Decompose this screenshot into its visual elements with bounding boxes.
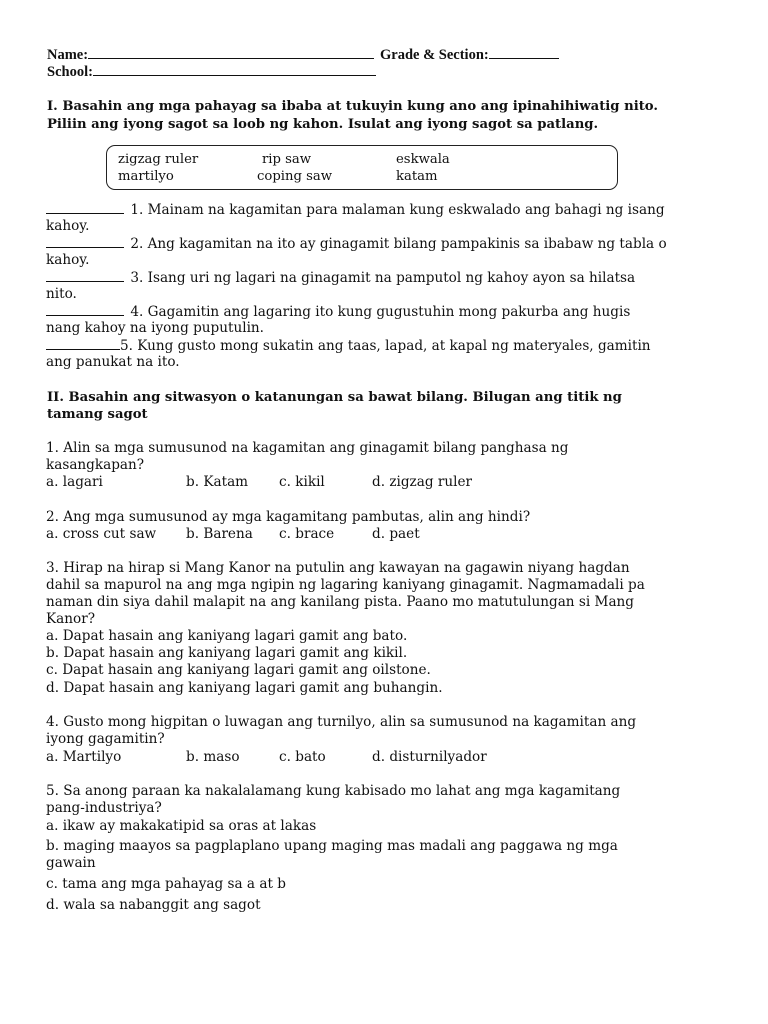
q3-choice-d[interactable]: d. Dapat hasain ang kaniyang lagari gamit ang buhangin. <box>46 680 443 696</box>
item3-line2: nito. <box>46 286 77 302</box>
answer-blank-5[interactable] <box>46 337 120 350</box>
school-blank[interactable] <box>93 62 376 76</box>
item4-line2: nang kahoy na iyong puputulin. <box>46 320 264 336</box>
q3-line2: dahil sa mapurol na ang mga ngipin ng lagaring kaniyang ginagamit. Nagmamadali pa <box>46 577 645 593</box>
q1-line1: 1. Alin sa mga sumusunod na kagamitan ang ginagamit bilang panghasa ng <box>46 440 569 456</box>
q2-choice-c[interactable]: c. brace <box>279 526 335 542</box>
section1-instruction-line1: I. Basahin ang mga pahayag sa ibaba at tukuyin kung ano ang ipinahihiwatig nito. <box>47 99 658 114</box>
q3-choice-c[interactable]: c. Dapat hasain ang kaniyang lagari gamit ang oilstone. <box>46 662 431 678</box>
word-katam: katam <box>396 169 438 184</box>
q1-choice-d[interactable]: d. zigzag ruler <box>372 474 472 490</box>
name-blank[interactable] <box>88 45 374 59</box>
school-row <box>47 62 376 81</box>
q4-choice-b[interactable]: b. maso <box>186 749 240 765</box>
q3-choice-b[interactable]: b. Dapat hasain ang kaniyang lagari gamit ang kikil. <box>46 645 408 661</box>
q3-choice-a[interactable]: a. Dapat hasain ang kaniyang lagari gamit ang bato. <box>46 628 408 644</box>
item5-line2: ang panukat na ito. <box>46 354 180 370</box>
word-coping-saw: coping saw <box>257 169 333 184</box>
item1-line1: 1. Mainam na kagamitan para malaman kung eskwalado ang bahagi ng isang <box>46 201 665 219</box>
q5-choice-c[interactable]: c. tama ang mga pahayag sa a at b <box>46 876 286 892</box>
grade-section-blank[interactable] <box>489 45 559 59</box>
word-box <box>106 145 618 190</box>
word-eskwala: eskwala <box>396 152 450 167</box>
q2-choice-b[interactable]: b. Barena <box>186 526 253 542</box>
answer-blank-4[interactable] <box>46 303 124 316</box>
q2-choice-d[interactable]: d. paet <box>372 526 420 542</box>
section2-instruction-line2: tamang sagot <box>47 407 148 422</box>
word-martilyo: martilyo <box>118 169 174 184</box>
school-label: School: <box>47 64 93 80</box>
q5-choice-d[interactable]: d. wala sa nabanggit ang sagot <box>46 897 261 913</box>
q3-line1: 3. Hirap na hirap si Mang Kanor na putulin ang kawayan na gagawin niyang hagdan <box>46 560 630 576</box>
word-zigzag-ruler: zigzag ruler <box>118 152 199 167</box>
q4-choice-d[interactable]: d. disturnilyador <box>372 749 487 765</box>
section1-instruction-line2: Piliin ang iyong sagot sa loob ng kahon. Isulat ang iyong sagot sa patlang. <box>47 117 599 132</box>
q1-line2: kasangkapan? <box>46 457 145 473</box>
item4-line1: 4. Gagamitin ang lagaring ito kung gugustuhin mong pakurba ang hugis <box>46 303 630 321</box>
q4-line1: 4. Gusto mong higpitan o luwagan ang turnilyo, alin sa sumusunod na kagamitan ang <box>46 714 637 730</box>
q5-choice-a[interactable]: a. ikaw ay makakatipid sa oras at lakas <box>46 818 317 834</box>
answer-blank-1[interactable] <box>46 201 124 214</box>
q4-line2: iyong gagamitin? <box>46 731 165 747</box>
item2-line2: kahoy. <box>46 252 90 268</box>
q4-choice-a[interactable]: a. Martilyo <box>46 749 122 765</box>
q1-choice-a[interactable]: a. lagari <box>46 474 103 490</box>
q1-choice-b[interactable]: b. Katam <box>186 474 249 490</box>
grade-section-row <box>380 45 559 64</box>
grade-section-label: Grade & Section: <box>380 47 489 63</box>
item2-line1: 2. Ang kagamitan na ito ay ginagamit bilang pampakinis sa ibabaw ng tabla o <box>46 235 667 253</box>
answer-blank-2[interactable] <box>46 235 124 248</box>
name-label: Name: <box>47 47 89 63</box>
item5-line1: 5. Kung gusto mong sukatin ang taas, lapad, at kapal ng materyales, gamitin <box>46 337 651 355</box>
q2-choice-a[interactable]: a. cross cut saw <box>46 526 157 542</box>
q5-choice-b-cont: gawain <box>46 855 96 871</box>
q5-line2: pang-industriya? <box>46 800 162 816</box>
answer-blank-3[interactable] <box>46 269 124 282</box>
q2-line1: 2. Ang mga sumusunod ay mga kagamitang pambutas, alin ang hindi? <box>46 509 531 525</box>
q4-choice-c[interactable]: c. bato <box>279 749 326 765</box>
word-rip-saw: rip saw <box>262 152 312 167</box>
item1-line2: kahoy. <box>46 218 90 234</box>
item3-line1: 3. Isang uri ng lagari na ginagamit na pamputol ng kahoy ayon sa hilatsa <box>46 269 635 287</box>
q1-choice-c[interactable]: c. kikil <box>279 474 325 490</box>
q3-line4: Kanor? <box>46 611 95 627</box>
q5-choice-b[interactable]: b. maging maayos sa pagplaplano upang maging mas madali ang paggawa ng mga <box>46 838 618 854</box>
q5-line1: 5. Sa anong paraan ka nakalalamang kung kabisado mo lahat ang mga kagamitang <box>46 783 621 799</box>
section2-instruction-line1: II. Basahin ang sitwasyon o katanungan sa bawat bilang. Bilugan ang titik ng <box>47 390 622 405</box>
q3-line3: naman din siya dahil malapit na ang kanilang pista. Paano mo matutulungan si Mang <box>46 594 635 610</box>
